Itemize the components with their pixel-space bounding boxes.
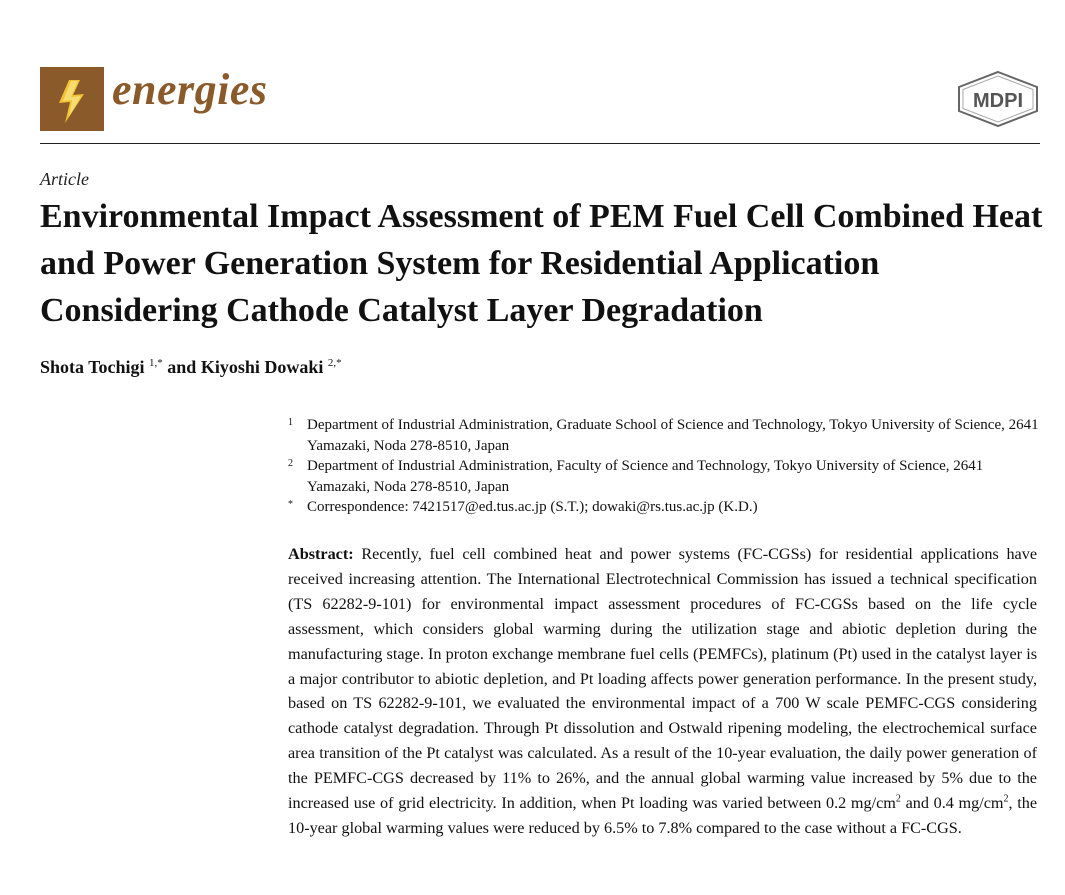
affiliation-item [288,415,1048,456]
unit-superscript: 2 [1003,793,1009,805]
lightning-bolt-icon [40,67,104,131]
affiliation-text: Department of Industrial Administration, Faculty of Science and Technology, Tokyo University of Science, 2641 Yamazaki, Noda 278-8510, Japan [307,458,984,495]
affiliation-text: Department of Industrial Administration, Graduate School of Science and Technology, Tokyo University of Science, 2641 Yamazaki, Noda 278-8510, Japan [307,417,1039,454]
header-rule [40,143,1040,144]
author-name: Kiyoshi Dowaki [200,357,324,377]
author-affiliation-marks: 2,* [327,357,342,369]
correspondence-mark: * [288,499,293,510]
article-type: Article [40,169,89,189]
abstract-text: and 0.4 mg/cm [900,794,1004,813]
affiliation-mark: 2 [288,458,293,469]
unit-superscript: 2 [895,793,901,805]
journal-logo [40,67,104,131]
author-name: Shota Tochigi [40,357,145,377]
abstract-text: Recently, fuel cell combined heat and power systems (FC-CGSs) for residential applications have received increasing attention. The International Electrotechnical Commission has issued a technical specification (TS 62282-9-101) for environmental impact assessment procedures of FC-CGSs based on the life cycle assessment, which considers global warming during the utilization stage and abiotic depletion during the manufacturing stage. In proton exchange membrane fuel cells (PEMFCs), platinum (Pt) used in the catalyst layer is a major contributor to abiotic depletion, and Pt loading affects power generation performance. In the present study, based on TS 62282-9-101, we evaluated the environmental impact of a 700 W scale PEMFC-CGS considering cathode catalyst degradation. Through Pt dissolution and Ostwald ripening modeling, the electrochemical surface area transition of the Pt catalyst was calculated. As a result of the 10-year evaluation, the daily power generation of the PEMFC-CGS decreased by 11% to 26%, and the annual global warming value increased by 5% due to the increased use of grid electricity. In addition, when Pt loading was varied between 0.2 mg/cm [288,545,1038,813]
journal-name: energies [112,65,268,114]
author-affiliation-marks: 1,* [149,357,163,369]
affiliation-mark: 1 [288,417,293,428]
abstract-label: Abstract: [288,545,354,563]
abstract [288,542,1037,841]
affiliation-item [288,456,1048,497]
correspondence-text: Correspondence: 7421517@ed.tus.ac.jp (S.T.); dowaki@rs.tus.ac.jp (K.D.) [307,499,758,515]
affiliation-list [288,415,1048,518]
author-list [40,357,342,378]
publisher-logo [955,70,1041,128]
publisher-name: MDPI [973,90,1023,112]
abstract-text: , the 10-year global warming values were reduced by 6.5% to 7.8% compared to the case without a FC-CGS. [288,794,1037,837]
author-joiner: and [167,357,197,377]
correspondence-item [288,497,1048,518]
article-title: Environmental Impact Assessment of PEM Fuel Cell Combined Heat and Power Generation System for Residential Application Considering Cathode Catalyst Layer Degradation [40,198,1043,329]
